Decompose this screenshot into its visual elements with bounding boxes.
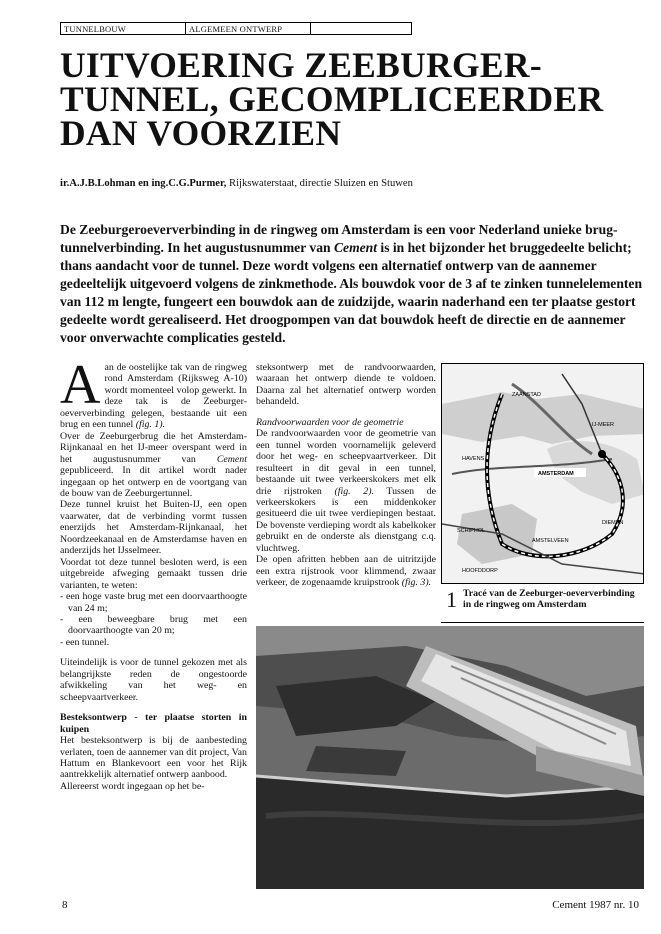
caption-number: 1 xyxy=(446,587,457,612)
section-heading: Besteksontwerp - ter plaatse storten in kuipen xyxy=(60,712,247,735)
header-section: TUNNELBOUW xyxy=(60,22,186,35)
map-caption xyxy=(444,588,644,611)
paragraph-text: an de oostelijke tak van de ringweg rond Amsterdam (Rijksweg A-10) wordt momenteel volop gewerkt. In deze tak is de Zeeburger-oeververbinding gelegen, bestaande uit een brug en een tunnel xyxy=(60,362,247,431)
paragraph xyxy=(256,554,436,588)
map-label: AMSTELVEEN xyxy=(532,538,569,544)
map-label: SCHIPHOL xyxy=(457,528,486,534)
drop-cap: A xyxy=(60,354,101,416)
body-column-2 xyxy=(256,362,436,589)
author-affiliation: Rijkswaterstaat, directie Sluizen en Stuwen xyxy=(226,178,413,189)
map-figure xyxy=(441,363,644,584)
lead-text: is in het bijzonder het bruggedeelte belicht; thans aandacht voor de tunnel. Deze wordt volgens een alternatief ontwerp van de aannemer gedeeltelijk uitgevoerd volgens de zinkmethode. Als bouwdok voor de 3 af te zinken tunnelelementen van 112 m lengte, fungeert een bouwdok aan de zuidzijde, waarin naderhand een ter plaatse gestort gedeelte wordt gerealiseerd. Het droogpompen van dat bouwdok heeft de directie en de aannemer voor onverwachte complicaties gesteld. xyxy=(60,240,643,345)
paragraph-text: gepubliceerd. In dit artikel wordt nader ingegaan op het ontwerp en de voortgang van de bouw van de Zeeburgertunnel. xyxy=(60,465,247,499)
map-label: HOOFDDORP xyxy=(462,568,498,574)
map-label: HAVENS xyxy=(462,456,485,462)
aerial-photo xyxy=(256,626,644,889)
variants-list xyxy=(60,591,247,648)
intro-paragraph xyxy=(60,354,247,431)
figure-reference: (fig. 1). xyxy=(135,419,166,431)
title-line: DAN VOORZIEN xyxy=(60,113,342,153)
paragraph: Voordat tot deze tunnel besloten werd, is een uitgebreide afweging gemaakt tussen drie varianten, te weten: xyxy=(60,556,247,591)
paragraph-text: De open afritten hebben aan de uitritzijde een extra rijstrook voor klimmend, zwaar verkeer, de zogenaamde kruipstrook xyxy=(256,554,436,589)
paragraph: Allereerst wordt ingegaan op het be- xyxy=(60,780,205,792)
paragraph: Deze tunnel kruist het Buiten-IJ, een open vaarwater, dat de verbinding vormt tussen enerzijds het Amsterdam-Rijnkanaal, het Noordzeekanaal en de Amsterdamse haven en anderzijds het IJsselmeer. xyxy=(60,499,247,557)
paragraph: steksontwerp met de randvoorwaarden, waaraan het ontwerp diende te voldoen. Daarna zal het alternatief ontwerp worden behandeld. xyxy=(256,362,436,408)
map-label: IJ-MEER xyxy=(592,422,614,428)
lead-magazine-name: Cement xyxy=(333,240,378,255)
paragraph: Uiteindelijk is voor de tunnel gekozen met als belangrijkste reden de ongestoorde afwikkeling van het weg- en scheepvaartverkeer. xyxy=(60,657,247,703)
paragraph xyxy=(60,431,247,500)
figure-reference: (fig. 3). xyxy=(401,577,432,589)
list-item: - een beweegbare brug met een doorvaarthoogte van 20 m; xyxy=(60,613,247,637)
figure-reference: (fig. 2). xyxy=(334,485,374,497)
caption-rule xyxy=(441,622,644,623)
issue-label: Cement 1987 nr. 10 xyxy=(552,899,639,911)
magazine-name: Cement xyxy=(216,453,247,465)
route-map-image xyxy=(442,364,644,584)
title-line: UITVOERING ZEEBURGER- xyxy=(60,45,542,85)
caption-text: Tracé van de Zeeburger-oeververbinding in de ringweg om Amsterdam xyxy=(463,588,635,610)
author-line xyxy=(60,178,640,189)
paragraph: Het besteksontwerp is bij de aanbesteding verlaten, toen de aannemer van dit project, Van Hattum en Blankevoort een voor het Rijk aantrekkelijk alternatief ontwerp aanbood. xyxy=(60,735,247,781)
list-item: - een hoge vaste brug met een doorvaarthoogte van 24 m; xyxy=(60,591,247,614)
header-empty-cell xyxy=(310,22,412,35)
aerial-photo-image xyxy=(256,626,644,889)
header-category: ALGEMEEN ONTWERP xyxy=(185,22,311,35)
body-column-1 xyxy=(60,354,247,792)
paragraph-text: Tussen de verkeerskokers is een middenkoker gesitueerd die uit twee verdiepingen bestaat. De bovenste verdieping wordt als kabelkoker gebruikt en de onderste als dienstgang c.q. vluchtweg. xyxy=(256,485,436,554)
map-label: ZAANSTAD xyxy=(512,392,541,398)
map-label: DIEMEN xyxy=(602,520,624,526)
paragraph-text: De randvoorwaarden voor de geometrie van een tunnel worden voornamelijk geleverd door het weg- en scheepvaartverkeer. Dit resulteert in dit geval in een tunnel, bestaande uit twee verkeerskokers met elk drie rijstroken xyxy=(256,428,436,497)
title-line: TUNNEL, GECOMPLICEERDER xyxy=(60,79,604,119)
author-names: ir.A.J.B.Lohman en ing.C.G.Purmer, xyxy=(60,178,227,189)
map-label: AMSTERDAM xyxy=(538,471,574,477)
article-title xyxy=(60,45,640,153)
section-heading: Randvoorwaarden voor de geometrie xyxy=(256,416,404,428)
page-number: 8 xyxy=(62,899,68,911)
lead-paragraph xyxy=(60,221,645,347)
paragraph xyxy=(256,428,436,554)
list-item: - een tunnel. xyxy=(60,636,110,648)
paragraph-text: Over de Zeeburgerbrug die het Amsterdam-Rijnkanaal en het IJ-meer overspant werd in het augustusnummer van xyxy=(60,430,247,465)
lead-text: De Zeeburgeroeververbinding in de ringweg om Amsterdam is een voor Nederland unieke brug-tunnelverbinding. In het augustusnummer van xyxy=(60,222,618,255)
